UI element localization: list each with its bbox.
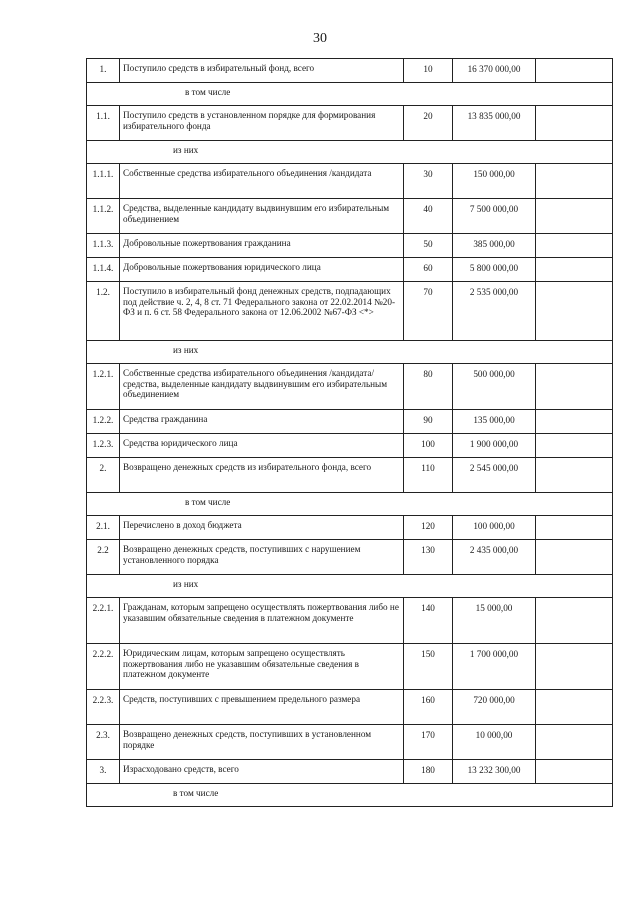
table-row bbox=[87, 690, 613, 725]
row-amount: 2 545 000,00 bbox=[453, 458, 536, 493]
empty-cell bbox=[536, 164, 613, 199]
row-amount: 720 000,00 bbox=[453, 690, 536, 725]
subheader-row bbox=[87, 341, 613, 364]
row-code: 40 bbox=[404, 199, 453, 234]
row-amount: 1 700 000,00 bbox=[453, 644, 536, 690]
subheader-cell bbox=[87, 141, 613, 164]
empty-cell bbox=[536, 458, 613, 493]
table-row bbox=[87, 106, 613, 141]
empty-cell bbox=[536, 540, 613, 575]
empty-cell bbox=[536, 598, 613, 644]
row-code: 20 bbox=[404, 106, 453, 141]
empty-cell bbox=[536, 760, 613, 784]
row-number: 2. bbox=[87, 458, 120, 493]
row-number: 1.1. bbox=[87, 106, 120, 141]
row-number: 2.3. bbox=[87, 725, 120, 760]
row-description: Израсходовано средств, всего bbox=[120, 760, 404, 784]
page-number: 30 bbox=[313, 31, 327, 46]
row-number: 2.2.1. bbox=[87, 598, 120, 644]
table-row bbox=[87, 458, 613, 493]
table-row bbox=[87, 282, 613, 341]
row-number: 1.2.3. bbox=[87, 434, 120, 458]
row-amount: 13 835 000,00 bbox=[453, 106, 536, 141]
row-amount: 13 232 300,00 bbox=[453, 760, 536, 784]
row-description: Средства юридического лица bbox=[120, 434, 404, 458]
row-code: 130 bbox=[404, 540, 453, 575]
empty-cell bbox=[536, 434, 613, 458]
subheader-cell bbox=[87, 493, 613, 516]
subheader-cell bbox=[87, 575, 613, 598]
empty-cell bbox=[536, 725, 613, 760]
row-amount: 15 000,00 bbox=[453, 598, 536, 644]
table-row bbox=[87, 364, 613, 410]
row-amount: 7 500 000,00 bbox=[453, 199, 536, 234]
table-row bbox=[87, 760, 613, 784]
table-row bbox=[87, 59, 613, 83]
subheader-label: в том числе bbox=[185, 87, 231, 97]
row-amount: 150 000,00 bbox=[453, 164, 536, 199]
row-amount: 1 900 000,00 bbox=[453, 434, 536, 458]
empty-cell bbox=[536, 199, 613, 234]
row-description: Поступило средств в установленном порядке для формирования избирательного фонда bbox=[120, 106, 404, 141]
subheader-label: в том числе bbox=[185, 497, 231, 507]
table-row bbox=[87, 258, 613, 282]
row-description: Средства, выделенные кандидату выдвинувшим его избирательным объединением bbox=[120, 199, 404, 234]
row-number: 2.2.2. bbox=[87, 644, 120, 690]
row-number: 1. bbox=[87, 59, 120, 83]
subheader-row bbox=[87, 83, 613, 106]
row-amount: 16 370 000,00 bbox=[453, 59, 536, 83]
table-row bbox=[87, 516, 613, 540]
subheader-cell bbox=[87, 83, 613, 106]
row-description: Собственные средства избирательного объединения /кандидата/средства, выделенные кандидату выдвинувшим его избирательным объединением bbox=[120, 364, 404, 410]
row-amount: 2 535 000,00 bbox=[453, 282, 536, 341]
row-code: 50 bbox=[404, 234, 453, 258]
subheader-label: из них bbox=[173, 145, 199, 155]
row-description: Поступило средств в избирательный фонд, всего bbox=[120, 59, 404, 83]
row-number: 1.2.1. bbox=[87, 364, 120, 410]
subheader-row bbox=[87, 784, 613, 807]
empty-cell bbox=[536, 364, 613, 410]
row-description: Собственные средства избирательного объединения /кандидата bbox=[120, 164, 404, 199]
empty-cell bbox=[536, 410, 613, 434]
row-amount: 10 000,00 bbox=[453, 725, 536, 760]
subheader-label: в том числе bbox=[173, 788, 219, 798]
row-code: 150 bbox=[404, 644, 453, 690]
table-row bbox=[87, 434, 613, 458]
row-code: 170 bbox=[404, 725, 453, 760]
row-description: Поступило в избирательный фонд денежных средств, подпадающих под действие ч. 2, 4, 8 ст. 71 Федерального закона от 22.02.2014 №20-ФЗ и п. 6 ст. 58 Федерального закона от 12.06.2002 №67-ФЗ <*> bbox=[120, 282, 404, 341]
row-description: Возвращено денежных средств, поступивших с нарушением установленного порядка bbox=[120, 540, 404, 575]
row-description: Возвращено денежных средств из избирательного фонда, всего bbox=[120, 458, 404, 493]
row-number: 1.1.1. bbox=[87, 164, 120, 199]
row-description: Добровольные пожертвования гражданина bbox=[120, 234, 404, 258]
table-row bbox=[87, 410, 613, 434]
row-number: 1.1.3. bbox=[87, 234, 120, 258]
row-number: 2.1. bbox=[87, 516, 120, 540]
row-code: 60 bbox=[404, 258, 453, 282]
row-description: Перечислено в доход бюджета bbox=[120, 516, 404, 540]
row-number: 1.1.2. bbox=[87, 199, 120, 234]
row-amount: 100 000,00 bbox=[453, 516, 536, 540]
row-description: Средств, поступивших с превышением предельного размера bbox=[120, 690, 404, 725]
empty-cell bbox=[536, 258, 613, 282]
empty-cell bbox=[536, 106, 613, 141]
subheader-row bbox=[87, 493, 613, 516]
empty-cell bbox=[536, 59, 613, 83]
row-number: 2.2.3. bbox=[87, 690, 120, 725]
row-code: 120 bbox=[404, 516, 453, 540]
row-description: Средства гражданина bbox=[120, 410, 404, 434]
row-code: 180 bbox=[404, 760, 453, 784]
subheader-cell bbox=[87, 784, 613, 807]
row-description: Гражданам, которым запрещено осуществлять пожертвования либо не указавшим обязательные сведения в платежном документе bbox=[120, 598, 404, 644]
row-amount: 5 800 000,00 bbox=[453, 258, 536, 282]
row-code: 70 bbox=[404, 282, 453, 341]
row-code: 80 bbox=[404, 364, 453, 410]
subheader-row bbox=[87, 575, 613, 598]
table-row bbox=[87, 540, 613, 575]
row-code: 30 bbox=[404, 164, 453, 199]
subheader-label: из них bbox=[173, 345, 199, 355]
row-code: 100 bbox=[404, 434, 453, 458]
table-row bbox=[87, 644, 613, 690]
row-number: 1.2.2. bbox=[87, 410, 120, 434]
empty-cell bbox=[536, 282, 613, 341]
subheader-cell bbox=[87, 341, 613, 364]
row-amount: 500 000,00 bbox=[453, 364, 536, 410]
table-row bbox=[87, 164, 613, 199]
row-code: 110 bbox=[404, 458, 453, 493]
subheader-label: из них bbox=[173, 579, 199, 589]
table-row bbox=[87, 199, 613, 234]
row-description: Добровольные пожертвования юридического лица bbox=[120, 258, 404, 282]
table-row bbox=[87, 234, 613, 258]
table-row bbox=[87, 725, 613, 760]
row-number: 1.2. bbox=[87, 282, 120, 341]
row-amount: 385 000,00 bbox=[453, 234, 536, 258]
row-amount: 135 000,00 bbox=[453, 410, 536, 434]
row-code: 140 bbox=[404, 598, 453, 644]
row-description: Возвращено денежных средств, поступивших в установленном порядке bbox=[120, 725, 404, 760]
subheader-row bbox=[87, 141, 613, 164]
row-number: 2.2 bbox=[87, 540, 120, 575]
row-description: Юридическим лицам, которым запрещено осуществлять пожертвования либо не указавшим обязательные сведения в платежном документе bbox=[120, 644, 404, 690]
financial-report-table bbox=[86, 58, 613, 807]
empty-cell bbox=[536, 690, 613, 725]
empty-cell bbox=[536, 516, 613, 540]
empty-cell bbox=[536, 234, 613, 258]
row-code: 10 bbox=[404, 59, 453, 83]
row-number: 1.1.4. bbox=[87, 258, 120, 282]
row-code: 90 bbox=[404, 410, 453, 434]
row-amount: 2 435 000,00 bbox=[453, 540, 536, 575]
row-number: 3. bbox=[87, 760, 120, 784]
row-code: 160 bbox=[404, 690, 453, 725]
empty-cell bbox=[536, 644, 613, 690]
table-row bbox=[87, 598, 613, 644]
